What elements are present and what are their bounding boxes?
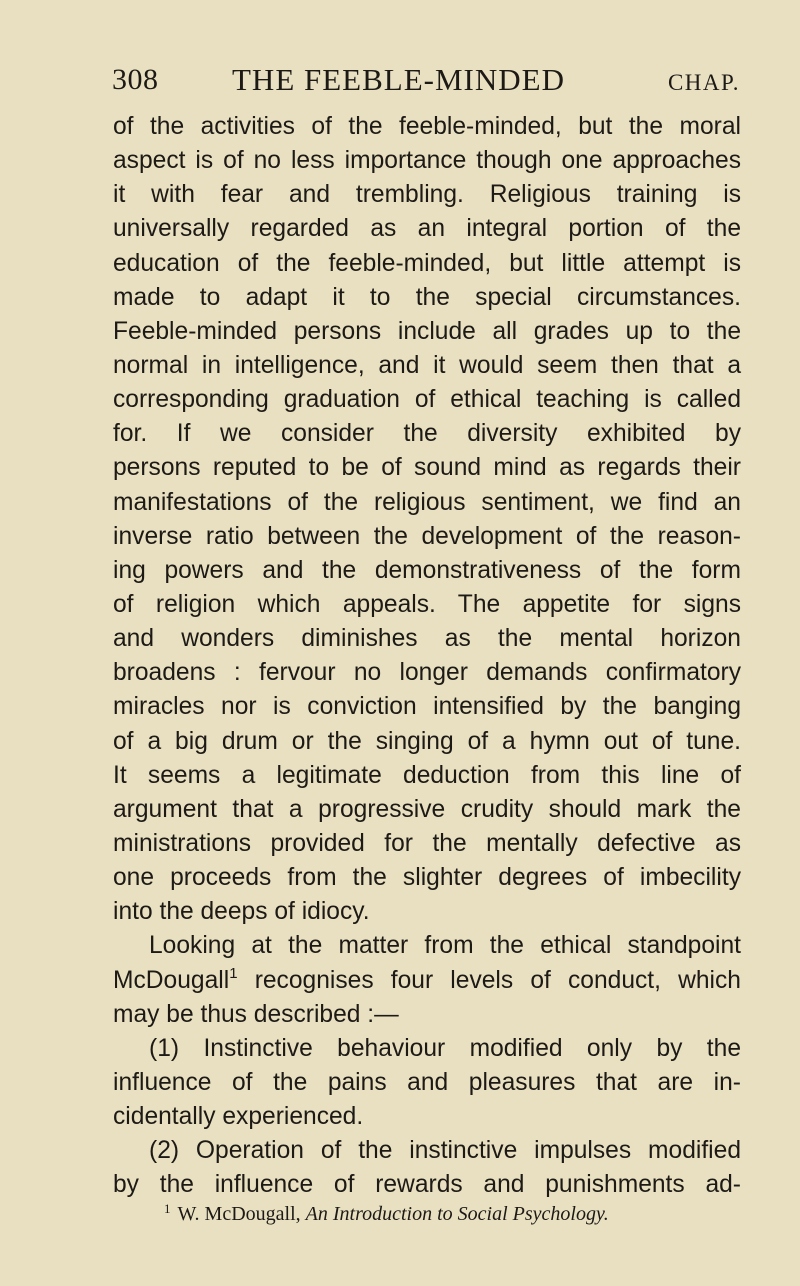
page-number: 308 [112, 63, 159, 96]
footnote [164, 1200, 744, 1228]
text-line: into the deeps of idiocy. [113, 898, 370, 926]
text-line: it with fear and trembling. Religious training is [113, 181, 741, 209]
text-line: universally regarded as an integral portion of the [113, 215, 741, 243]
text-line: persons reputed to be of sound mind as regards their [113, 454, 741, 482]
footnote-mark: 1 [164, 1201, 171, 1216]
text-line: made to adapt it to the special circumstances. [113, 283, 741, 311]
footnote-title: An Introduction to Social Psychology. [305, 1203, 609, 1225]
text-line-with-footnote [113, 964, 741, 998]
text-line: ing powers and the demonstrativeness of the form [113, 556, 741, 584]
text-line: influence of the pains and pleasures that are in- [113, 1068, 741, 1096]
text-line: Looking at the matter from the ethical standpoint [149, 932, 741, 960]
footnote-reference[interactable]: 1 [229, 964, 238, 982]
running-title: THE FEEBLE-MINDED [232, 62, 565, 97]
text-line: manifestations of the religious sentiment, we find an [113, 488, 741, 516]
text-line: by the influence of rewards and punishments ad- [113, 1171, 741, 1199]
text-line: of religion which appeals. The appetite for signs [113, 590, 741, 618]
text-line: may be thus described :— [113, 1000, 399, 1028]
text-line: (1) Instinctive behaviour modified only by the [149, 1034, 741, 1062]
footnote-author: W. McDougall, [177, 1203, 301, 1225]
text-line: broadens : fervour no longer demands confirmatory [113, 659, 741, 687]
text-line: corresponding graduation of ethical teaching is called [113, 386, 741, 414]
text-line: Feeble-minded persons include all grades up to the [113, 317, 741, 345]
chapter-label: CHAP. [667, 70, 740, 95]
text-line: cidentally experienced. [113, 1103, 364, 1131]
text-line: inverse ratio between the development of the reason- [113, 522, 741, 550]
text-line: one proceeds from the slighter degrees of imbecility [113, 864, 741, 892]
text-line: normal in intelligence, and it would seem then that a [113, 351, 741, 379]
text-line: ministrations provided for the mentally defective as [113, 829, 741, 857]
text-line: for. If we consider the diversity exhibited by [113, 420, 741, 448]
text-line: and wonders diminishes as the mental horizon [113, 625, 741, 653]
running-head [112, 62, 740, 106]
text-line: argument that a progressive crudity should mark the [113, 795, 741, 823]
line-continuation: recognises four levels of conduct, which [254, 966, 741, 994]
text-line: miracles nor is conviction intensified by the banging [113, 693, 741, 721]
text-line: (2) Operation of the instinctive impulses modified [149, 1137, 741, 1165]
text-line: aspect is of no less importance though one approaches [113, 147, 741, 175]
text-line: of a big drum or the singing of a hymn out of tune. [113, 727, 741, 755]
body-text [113, 110, 741, 1203]
text-line: of the activities of the feeble-minded, but the moral [113, 113, 741, 140]
text-line: education of the feeble-minded, but little attempt is [113, 249, 741, 277]
author-name: McDougall [113, 966, 230, 994]
text-line: It seems a legitimate deduction from this line of [113, 761, 741, 789]
